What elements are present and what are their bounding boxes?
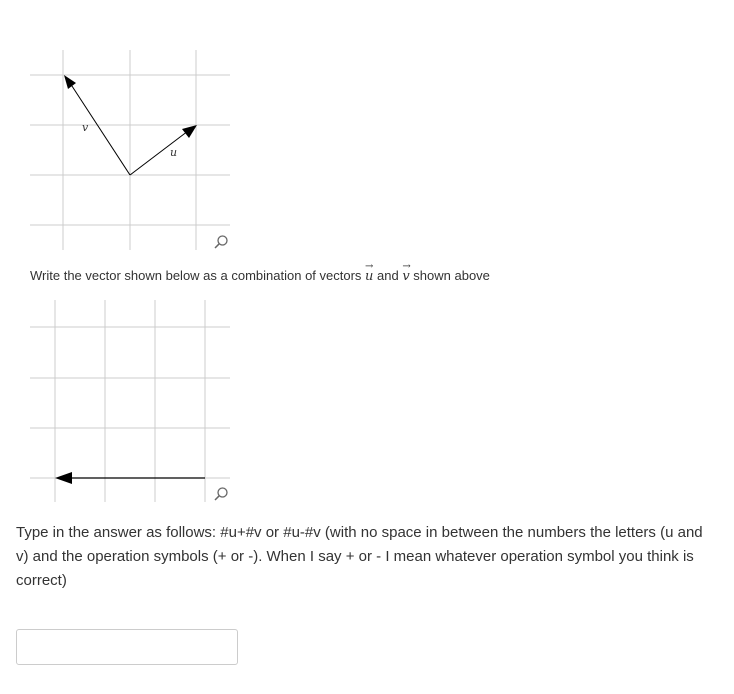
question-prompt bbox=[30, 268, 490, 284]
prompt-text-1: Write the vector shown below as a combination of vectors bbox=[30, 268, 366, 283]
vector-u-label: u bbox=[170, 146, 178, 159]
vector-v-symbol: → v bbox=[402, 269, 409, 284]
prompt-text-and: and bbox=[373, 268, 403, 283]
vector-u-symbol: → u bbox=[365, 269, 373, 284]
grid-lines bbox=[30, 50, 230, 250]
target-vector bbox=[55, 472, 205, 484]
grid-lines bbox=[30, 300, 230, 502]
vector-graph-uv bbox=[0, 0, 260, 260]
vector-u bbox=[130, 125, 197, 175]
target-vector-graph bbox=[0, 290, 260, 510]
magnifier-icon[interactable] bbox=[213, 486, 229, 502]
vector-v-label: v bbox=[82, 121, 89, 134]
magnifier-icon[interactable] bbox=[213, 234, 229, 250]
answer-input[interactable] bbox=[16, 629, 238, 665]
prompt-text-2: shown above bbox=[409, 268, 490, 283]
answer-instructions: Type in the answer as follows: #u+#v or #u-#v (with no space in between the numbers the letters (u and v) and the operation symbols (+ or -). When I say + or - I mean whatever operation symbol you think is correct) bbox=[16, 524, 703, 589]
